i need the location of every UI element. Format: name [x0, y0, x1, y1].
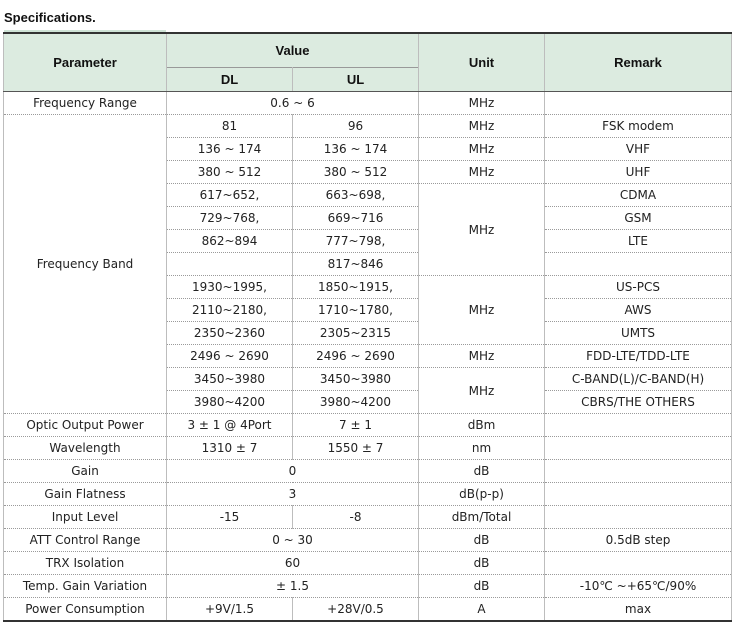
unit-cell-group-3: MHz — [419, 368, 545, 414]
value-cell: 60 — [167, 552, 419, 575]
unit-cell: dB — [419, 460, 545, 483]
ul-cell: 380 ~ 512 — [293, 161, 419, 184]
document-title: Specifications. — [4, 8, 166, 32]
dl-cell: 136 ~ 174 — [167, 138, 293, 161]
row-wavelength — [4, 437, 732, 460]
value-cell: 0 ~ 30 — [167, 529, 419, 552]
specifications-table — [3, 32, 732, 622]
remark-cell — [545, 414, 732, 437]
param-cell: Power Consumption — [4, 598, 167, 622]
dl-cell: 3450~3980 — [167, 368, 293, 391]
ul-cell: 1550 ± 7 — [293, 437, 419, 460]
unit-cell: nm — [419, 437, 545, 460]
row-trx-isolation — [4, 552, 732, 575]
param-cell: TRX Isolation — [4, 552, 167, 575]
unit-cell: MHz — [419, 138, 545, 161]
value-cell: ± 1.5 — [167, 575, 419, 598]
unit-cell: MHz — [419, 161, 545, 184]
row-temp-gain-variation — [4, 575, 732, 598]
dl-cell: 2110~2180, — [167, 299, 293, 322]
remark-cell: GSM — [545, 207, 732, 230]
ul-cell: 663~698, — [293, 184, 419, 207]
unit-cell: dBm — [419, 414, 545, 437]
header-dl: DL — [167, 68, 293, 92]
value-cell: 0 — [167, 460, 419, 483]
ul-cell: 777~798, — [293, 230, 419, 253]
dl-cell: 1930~1995, — [167, 276, 293, 299]
header-value: Value — [167, 33, 419, 68]
remark-cell — [545, 483, 732, 506]
ul-cell: 1710~1780, — [293, 299, 419, 322]
unit-cell: MHz — [419, 92, 545, 115]
remark-cell — [545, 437, 732, 460]
dl-cell: 81 — [167, 115, 293, 138]
param-cell: Wavelength — [4, 437, 167, 460]
row-gain — [4, 460, 732, 483]
remark-cell: FSK modem — [545, 115, 732, 138]
param-cell: Frequency Range — [4, 92, 167, 115]
remark-cell: max — [545, 598, 732, 622]
unit-cell: dB(p-p) — [419, 483, 545, 506]
header-ul: UL — [293, 68, 419, 92]
remark-cell: C-BAND(L)/C-BAND(H) — [545, 368, 732, 391]
ul-cell: 669~716 — [293, 207, 419, 230]
ul-cell: 7 ± 1 — [293, 414, 419, 437]
remark-cell: -10℃ ~+65℃/90% — [545, 575, 732, 598]
unit-cell-group-1: MHz — [419, 184, 545, 276]
remark-cell: CDMA — [545, 184, 732, 207]
header-parameter: Parameter — [4, 33, 167, 92]
ul-cell: -8 — [293, 506, 419, 529]
remark-cell: VHF — [545, 138, 732, 161]
param-cell-frequency-band: Frequency Band — [4, 115, 167, 414]
dl-cell: 3980~4200 — [167, 391, 293, 414]
ul-cell: 1850~1915, — [293, 276, 419, 299]
ul-cell: 817~846 — [293, 253, 419, 276]
remark-cell: FDD-LTE/TDD-LTE — [545, 345, 732, 368]
row-frequency-range — [4, 92, 732, 115]
dl-cell — [167, 253, 293, 276]
remark-cell: AWS — [545, 299, 732, 322]
dl-cell: 2350~2360 — [167, 322, 293, 345]
remark-cell — [545, 253, 732, 276]
remark-cell — [545, 460, 732, 483]
unit-cell-group-2: MHz — [419, 276, 545, 345]
row-gain-flatness — [4, 483, 732, 506]
param-cell: Temp. Gain Variation — [4, 575, 167, 598]
dl-cell: +9V/1.5 — [167, 598, 293, 622]
row-optic-output-power — [4, 414, 732, 437]
remark-cell: LTE — [545, 230, 732, 253]
remark-cell — [545, 92, 732, 115]
header-remark: Remark — [545, 33, 732, 92]
row-input-level — [4, 506, 732, 529]
row-band-1 — [4, 115, 732, 138]
param-cell: Gain — [4, 460, 167, 483]
dl-cell: 3 ± 1 @ 4Port — [167, 414, 293, 437]
remark-cell: 0.5dB step — [545, 529, 732, 552]
unit-cell: A — [419, 598, 545, 622]
ul-cell: 96 — [293, 115, 419, 138]
dl-cell: 862~894 — [167, 230, 293, 253]
dl-cell: 1310 ± 7 — [167, 437, 293, 460]
ul-cell: 3980~4200 — [293, 391, 419, 414]
remark-cell: CBRS/THE OTHERS — [545, 391, 732, 414]
ul-cell: 136 ~ 174 — [293, 138, 419, 161]
unit-cell: dB — [419, 529, 545, 552]
value-cell: 0.6 ~ 6 — [167, 92, 419, 115]
dl-cell: 380 ~ 512 — [167, 161, 293, 184]
unit-cell: dBm/Total — [419, 506, 545, 529]
row-power-consumption — [4, 598, 732, 622]
ul-cell: 2496 ~ 2690 — [293, 345, 419, 368]
remark-cell: UHF — [545, 161, 732, 184]
param-cell: Input Level — [4, 506, 167, 529]
param-cell: ATT Control Range — [4, 529, 167, 552]
ul-cell: 3450~3980 — [293, 368, 419, 391]
unit-cell: MHz — [419, 345, 545, 368]
remark-cell — [545, 506, 732, 529]
remark-cell — [545, 552, 732, 575]
unit-cell: MHz — [419, 115, 545, 138]
remark-cell: US-PCS — [545, 276, 732, 299]
dl-cell: 2496 ~ 2690 — [167, 345, 293, 368]
dl-cell: 617~652, — [167, 184, 293, 207]
row-att-control-range — [4, 529, 732, 552]
value-cell: 3 — [167, 483, 419, 506]
param-cell: Optic Output Power — [4, 414, 167, 437]
dl-cell: 729~768, — [167, 207, 293, 230]
remark-cell: UMTS — [545, 322, 732, 345]
dl-cell: -15 — [167, 506, 293, 529]
param-cell: Gain Flatness — [4, 483, 167, 506]
unit-cell: dB — [419, 575, 545, 598]
header-unit: Unit — [419, 33, 545, 92]
ul-cell: +28V/0.5 — [293, 598, 419, 622]
unit-cell: dB — [419, 552, 545, 575]
ul-cell: 2305~2315 — [293, 322, 419, 345]
